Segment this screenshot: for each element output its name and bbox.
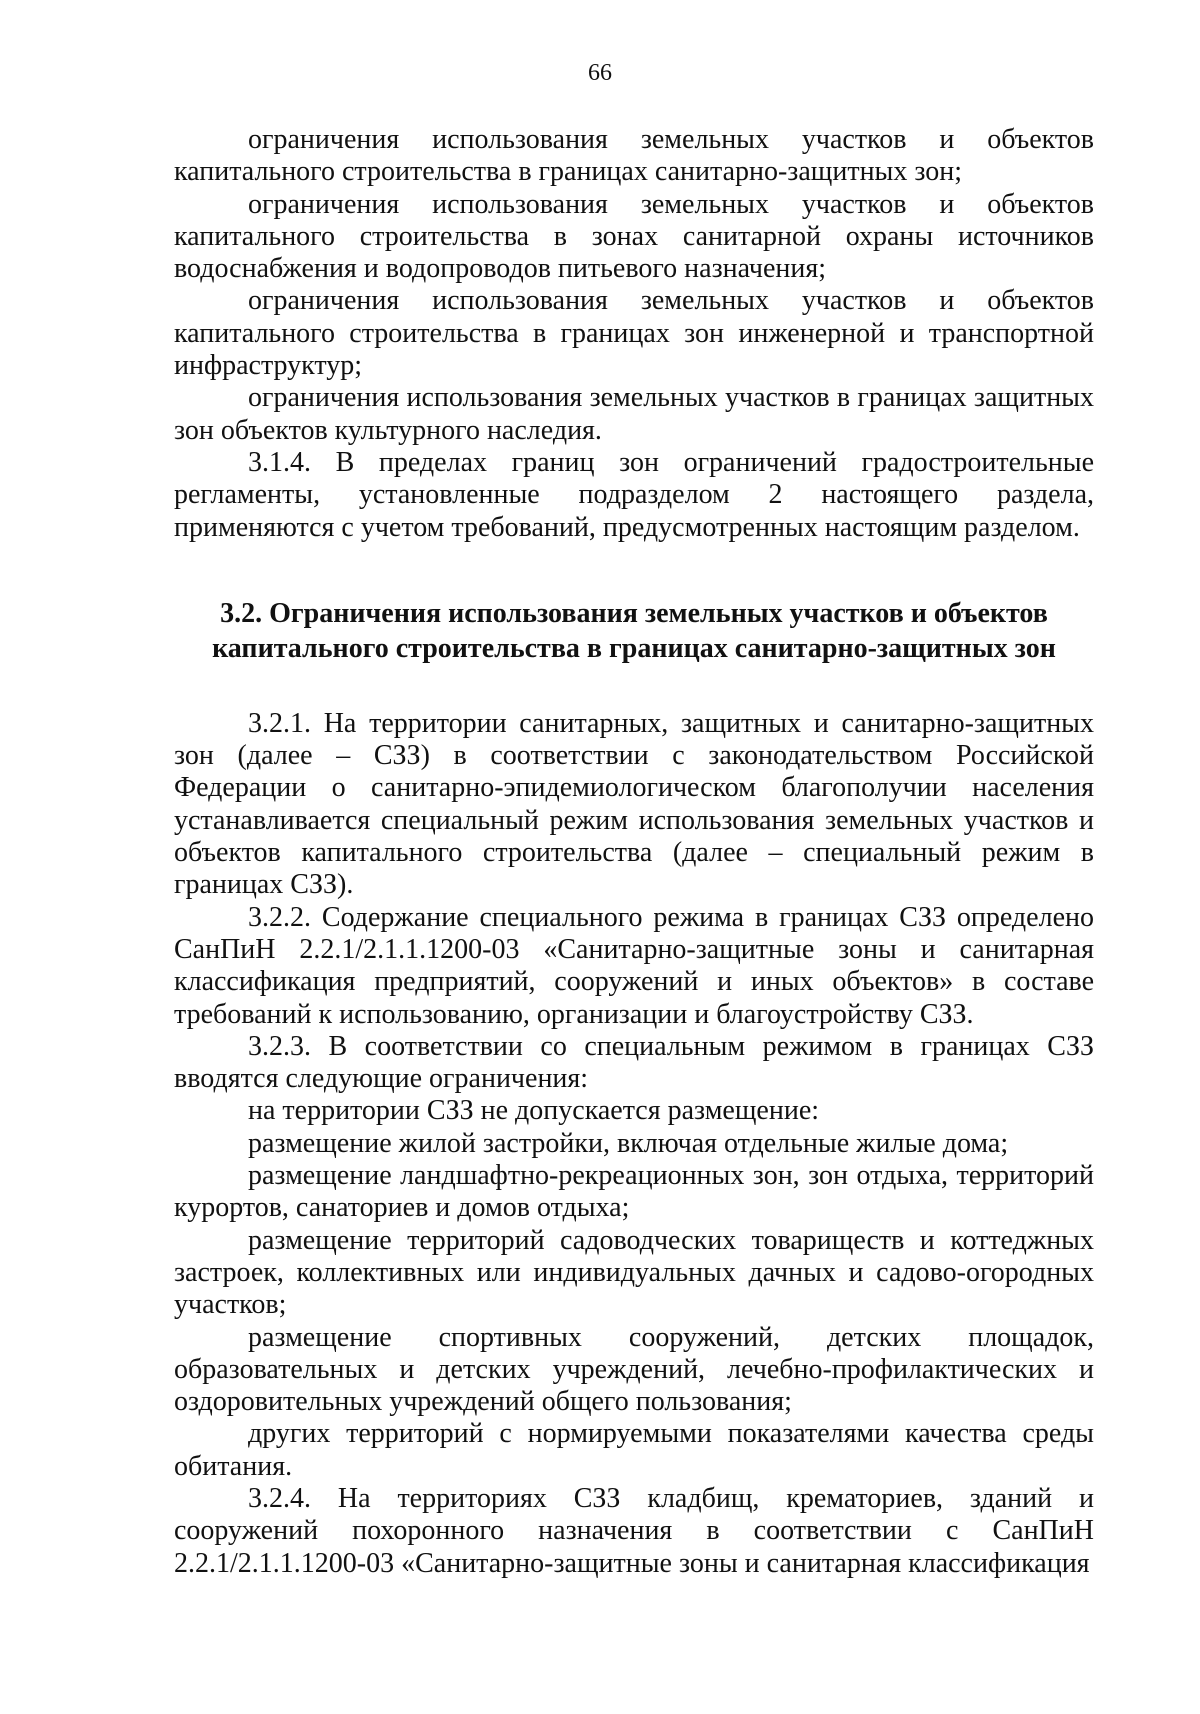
paragraph: 3.1.4. В пределах границ зон ограничений градостроительные регламенты, установленные подразделом 2 настоящего раздела, применяются с учетом требований, предусмотренных настоящим разделом. (174, 446, 1094, 543)
paragraph: 3.2.4. На территориях СЗЗ кладбищ, крематориев, зданий и сооружений похоронного назначения в соответствии с СанПиН 2.2.1/2.1.1.1200-03 «Санитарно-защитные зоны и санитарная классификация (174, 1482, 1094, 1579)
paragraph: 3.2.2. Содержание специального режима в границах СЗЗ определено СанПиН 2.2.1/2.1.1.1200-03 «Санитарно-защитные зоны и санитарная классификация предприятий, сооружений и иных объектов» в составе требований к использованию, организации и благоустройству СЗЗ. (174, 901, 1094, 1030)
page-number: 66 (588, 60, 612, 86)
section-heading-line-1: 3.2. Ограничения использования земельных участков и объектов (220, 597, 1048, 629)
list-item: на территории СЗЗ не допускается размещение: (248, 1095, 820, 1127)
section-heading-line-2: капитального строительства в границах санитарно-защитных зон (212, 632, 1056, 664)
list-item: других территорий с нормируемыми показателями качества среды обитания. (174, 1418, 1094, 1482)
paragraph: ограничения использования земельных участков и объектов капитального строительства в границах зон инженерной и транспортной инфраструктур; (174, 285, 1094, 382)
paragraph: ограничения использования земельных участков и объектов капитального строительства в границах санитарно-защитных зон; (174, 124, 1094, 188)
paragraph: ограничения использования земельных участков и объектов капитального строительства в зонах санитарной охраны источников водоснабжения и водопроводов питьевого назначения; (174, 188, 1094, 285)
paragraph: ограничения использования земельных участков в границах защитных зон объектов культурного наследия. (174, 382, 1094, 446)
list-item: размещение ландшафтно-рекреационных зон, зон отдыха, территорий курортов, санаториев и домов отдыха; (174, 1160, 1094, 1224)
list-item: размещение жилой застройки, включая отдельные жилые дома; (248, 1127, 1009, 1159)
section-heading (174, 596, 1094, 666)
paragraph: 3.2.3. В соответствии со специальным режимом в границах СЗЗ вводятся следующие ограничения: (174, 1030, 1094, 1095)
paragraph: 3.2.1. На территории санитарных, защитных и санитарно-защитных зон (далее – СЗЗ) в соответствии с законодательством Российской Федерации о санитарно-эпидемиологическом благополучии населения устанавливается специальный режим использования земельных участков и объектов капитального строительства (далее – специальный режим в границах СЗЗ). (174, 707, 1094, 901)
document-body (174, 124, 1094, 1580)
list-item: размещение территорий садоводческих товариществ и коттеджных застроек, коллективных или индивидуальных дачных и садово-огородных участков; (174, 1224, 1094, 1321)
list-item: размещение спортивных сооружений, детских площадок, образовательных и детских учреждений, лечебно-профилактических и оздоровительных учреждений общего пользования; (174, 1321, 1094, 1418)
